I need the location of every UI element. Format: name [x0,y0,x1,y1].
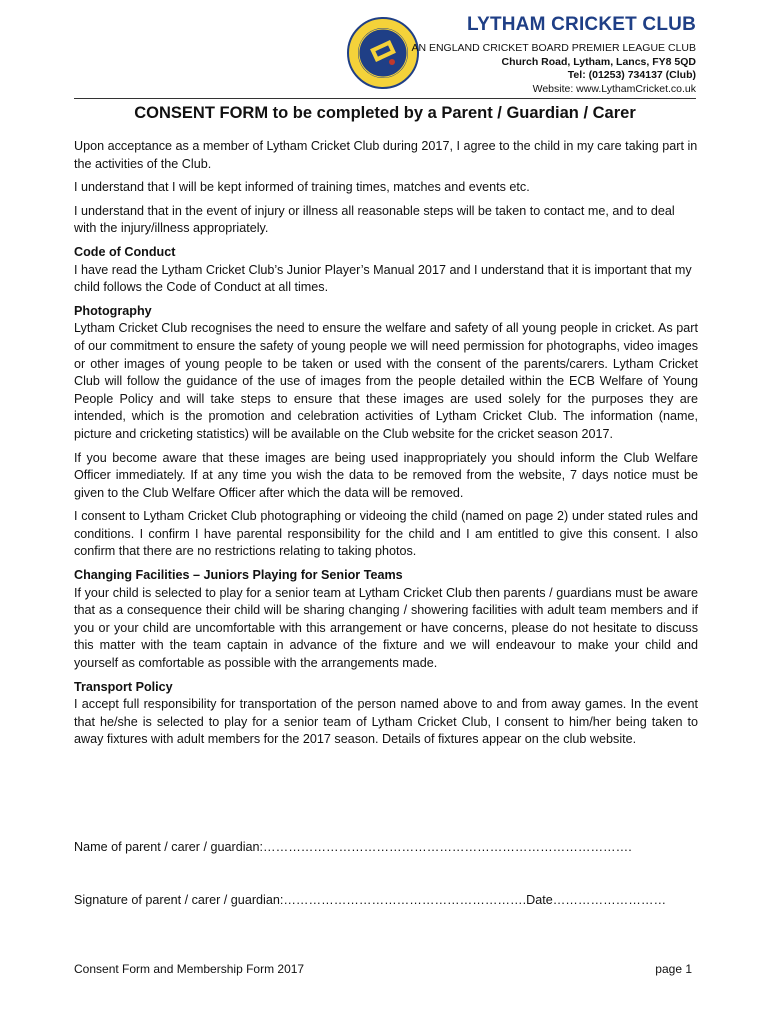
parent-name-field[interactable]: Name of parent / carer / guardian:……………………………………………………………………………. [74,840,632,854]
section-heading-code-of-conduct: Code of Conduct [74,244,176,259]
club-name: LYTHAM CRICKET CLUB [467,14,696,35]
club-phone: Tel: (01253) 734137 (Club) [567,69,696,81]
intro-paragraph: Upon acceptance as a member of Lytham Cricket Club during 2017, I agree to the child in my care taking part in the activities of the Club. [74,139,698,171]
transport-text: I accept full responsibility for transportation of the person named above to and from away games. In the event that he/she is selected to play for a senior team of Lytham Cricket Club, I consent to him/her being taken to away fixtures with adult members for the 2017 season. Details of fixtures appear on the club website. [74,697,698,747]
page-title: CONSENT FORM to be completed by a Parent / Guardian / Carer [134,104,636,122]
club-crest-logo [346,16,420,90]
section-heading-changing-facilities: Changing Facilities – Juniors Playing for Senior Teams [74,568,403,583]
photography-text: If you become aware that these images are being used inappropriately you should inform the Club Welfare Officer immediately. If at any time you wish the data to be removed from the website, 7 days notice must be given to the Club Welfare Officer after which the data will be removed. [74,450,698,500]
club-website: Website: www.LythamCricket.co.uk [532,83,696,95]
section-heading-transport: Transport Policy [74,679,173,694]
club-league-line: AN ENGLAND CRICKET BOARD PREMIER LEAGUE CLUB [411,42,696,54]
photography-consent-text: I consent to Lytham Cricket Club photographing or videoing the child (named on page 2) under stated rules and conditions. I confirm I have parental responsibility for the child and I am entitled to give this consent. I also confirm that there are no restrictions relating to taking photos. [74,509,698,559]
footer-document-title: Consent Form and Membership Form 2017 [74,962,305,976]
parent-signature-field[interactable]: Signature of parent / carer / guardian:………………………………………………….Date……………………… [74,893,667,907]
code-of-conduct-text: I have read the Lytham Cricket Club’s Junior Player’s Manual 2017 and I understand that it is important that my child follows the Code of Conduct at all times. [74,262,692,295]
form-body [74,138,698,755]
footer-page-number: page 1 [655,962,692,976]
intro-paragraph: I understand that in the event of injury or illness all reasonable steps will be taken to contact me, and to deal with the injury/illness appropriately. [74,203,675,236]
intro-paragraph: I understand that I will be kept informed of training times, matches and events etc. [74,180,530,195]
club-address: Church Road, Lytham, Lancs, FY8 5QD [501,56,696,68]
header-divider [74,98,696,99]
section-heading-photography: Photography [74,303,152,318]
changing-facilities-text: If your child is selected to play for a senior team at Lytham Cricket Club then parents / guardians must be aware that as a consequence their child will be sharing changing / showering facilities with adult team members and if you or your child are uncomfortable with this arrangement or have concerns, please do not hesitate to discuss this matter with the team captain in advance of the fixture and we will endeavour to make your child and yourself as comfortable as possible with the arrangements made. [74,585,698,671]
photography-text: Lytham Cricket Club recognises the need to ensure the welfare and safety of all young people in cricket. As part of our commitment to ensure the safety of young people we will need permission for photographs, video images or other images of young people to be taken or used with the consent of the parents/carers. Lytham Cricket Club will follow the guidance of the use of images from the people detailed within the ECB Welfare of Young People Policy and will take steps to ensure that these images are used solely for the purposes they are intended, which is the promotion and celebration activities of Lytham Cricket Club. The information (name, picture and cricketing statistics) will be available on the Club website for the cricket season 2017. [74,321,698,441]
